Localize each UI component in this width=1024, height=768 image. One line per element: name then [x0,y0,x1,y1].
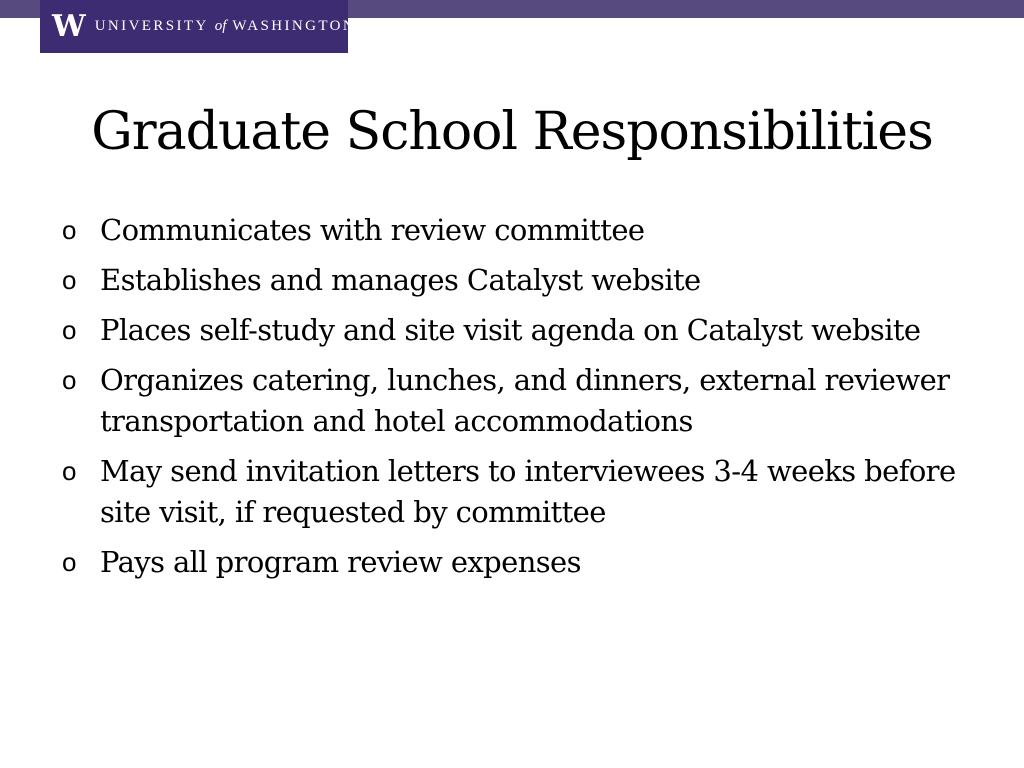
w-logo-icon: W [52,8,85,44]
bullet-item [60,310,980,351]
bullet-marker-icon: o [62,365,76,395]
slide-title: Graduate School Responsibilities [91,102,933,162]
bullet-text: Organizes catering, lunches, and dinners, external reviewer transportation and hotel accommodations [100,363,950,438]
logo-wordmark [95,18,356,35]
bullet-marker-icon: o [62,215,76,245]
bullet-item [60,210,980,251]
bullet-marker-icon: o [62,547,76,577]
university-logo [40,0,357,53]
bullet-text: Communicates with review committee [100,213,645,247]
bullet-text: Places self-study and site visit agenda on Catalyst website [100,313,921,347]
bullet-marker-icon: o [62,315,76,345]
bullet-list [60,210,980,592]
bullet-item [60,451,980,533]
bullet-text: Establishes and manages Catalyst website [100,263,701,297]
logo-university-text: UNIVERSITY [94,18,209,34]
logo-of-text: of [214,18,227,34]
bullet-item [60,542,980,583]
bullet-text: Pays all program review expenses [100,545,581,579]
bullet-text: May send invitation letters to interviewees 3-4 weeks before site visit, if requested by committee [100,454,956,529]
bullet-item [60,360,980,442]
bullet-marker-icon: o [62,456,76,486]
bullet-item [60,260,980,301]
bullet-marker-icon: o [62,265,76,295]
logo-washington-text: WASHINGTON [232,18,357,34]
